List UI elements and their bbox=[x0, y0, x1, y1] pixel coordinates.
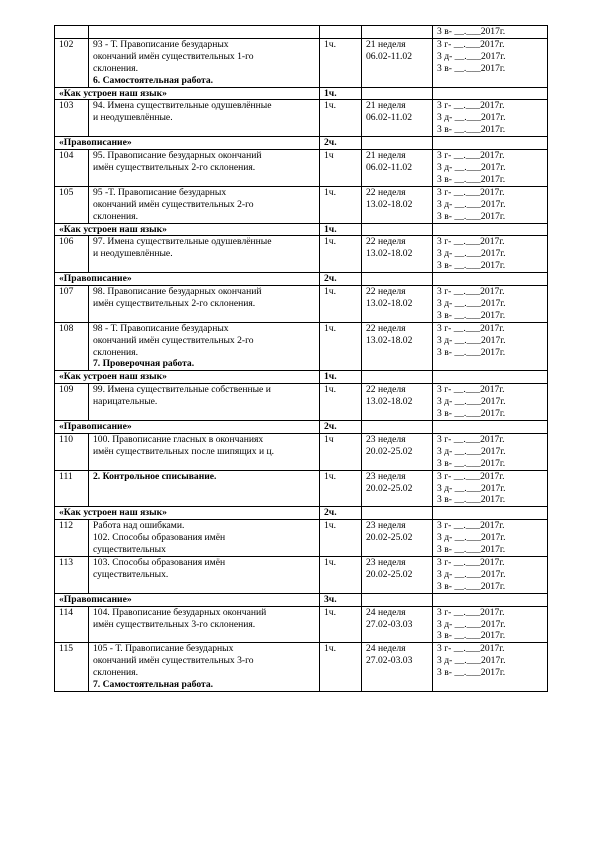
week-cell bbox=[362, 593, 433, 606]
lesson-number: 115 bbox=[55, 643, 89, 692]
lesson-hours: 1ч. bbox=[320, 322, 362, 371]
week-number: 23 неделя bbox=[366, 470, 406, 482]
section-title-cell: «Правописание» bbox=[55, 273, 320, 286]
lesson-hours: 1ч. bbox=[320, 100, 362, 137]
section-row bbox=[55, 421, 548, 434]
lesson-row bbox=[55, 643, 548, 692]
lesson-hours: 1ч. bbox=[320, 606, 362, 643]
lesson-topic bbox=[89, 520, 320, 557]
class-date-line: 3 в- __.___2017г. bbox=[437, 544, 506, 556]
section-row bbox=[55, 223, 548, 236]
week-number: 22 неделя bbox=[366, 186, 406, 198]
dates-cell bbox=[433, 38, 548, 87]
lesson-number: 112 bbox=[55, 520, 89, 557]
week-cell bbox=[362, 371, 433, 384]
class-date-line: 3 д- __.___2017г. bbox=[437, 198, 506, 210]
topic-line: 97. Имена существительные одушевлённые bbox=[93, 236, 272, 248]
lesson-number: 107 bbox=[55, 286, 89, 323]
class-date-line: 3 г- __.___2017г. bbox=[437, 100, 505, 112]
dates-cell bbox=[433, 520, 548, 557]
lesson-topic bbox=[89, 384, 320, 421]
class-date-line: 3 д- __.___2017г. bbox=[437, 482, 506, 494]
lesson-number: 104 bbox=[55, 150, 89, 187]
week-date-range: 13.02-18.02 bbox=[366, 198, 413, 210]
dates-cell bbox=[433, 384, 548, 421]
lesson-number: 110 bbox=[55, 433, 89, 470]
class-date-line: 3 д- __.___2017г. bbox=[437, 655, 506, 667]
class-date-line: 3 д- __.___2017г. bbox=[437, 396, 506, 408]
lesson-number: 105 bbox=[55, 186, 89, 223]
lesson-plan-body bbox=[55, 26, 548, 692]
week-date-range: 06.02-11.02 bbox=[366, 50, 413, 62]
topic-line: 95 -Т. Правописание безударных bbox=[93, 186, 227, 198]
class-date-line: 3 г- __.___2017г. bbox=[437, 186, 505, 198]
section-row bbox=[55, 137, 548, 150]
week-cell bbox=[362, 384, 433, 421]
lesson-row bbox=[55, 520, 548, 557]
week-number: 24 неделя bbox=[366, 643, 406, 655]
week-date-range: 06.02-11.02 bbox=[366, 112, 413, 124]
topic-line: имён существительных 2-го склонения. bbox=[93, 161, 256, 173]
lesson-topic bbox=[89, 433, 320, 470]
week-cell bbox=[362, 520, 433, 557]
class-date-line: 3 в- __.___2017г. bbox=[437, 124, 506, 136]
class-date-line: 3 в- __.___2017г. bbox=[437, 173, 506, 185]
topic-assessment: 7. Проверочная работа. bbox=[93, 358, 195, 370]
lesson-row bbox=[55, 322, 548, 371]
week-cell bbox=[362, 507, 433, 520]
dates-cell bbox=[433, 87, 548, 100]
section-hours-cell: 3ч. bbox=[320, 593, 362, 606]
dates-cell bbox=[433, 26, 548, 39]
dates-cell bbox=[433, 643, 548, 692]
dates-cell bbox=[433, 286, 548, 323]
section-title-cell: «Как устроен наш язык» bbox=[55, 371, 320, 384]
dates-cell bbox=[433, 236, 548, 273]
week-cell bbox=[362, 186, 433, 223]
class-date-line: 3 г- __.___2017г. bbox=[437, 286, 505, 298]
topic-line: нарицательные. bbox=[93, 396, 158, 408]
week-cell bbox=[362, 87, 433, 100]
lesson-topic bbox=[89, 322, 320, 371]
section-hours-cell: 1ч. bbox=[320, 371, 362, 384]
week-number: 21 неделя bbox=[366, 38, 406, 50]
dates-cell bbox=[433, 470, 548, 507]
topic-line: 95. Правописание безударных окончаний bbox=[93, 150, 262, 162]
class-date-line: 3 г- __.___2017г. bbox=[437, 322, 505, 334]
dates-cell bbox=[433, 606, 548, 643]
topic-line: Работа над ошибками. bbox=[93, 520, 185, 532]
class-date-line: 3 в- __.___2017г. bbox=[437, 494, 506, 506]
week-date-range: 20.02-25.02 bbox=[366, 482, 413, 494]
dates-cell bbox=[433, 593, 548, 606]
class-date-line: 3 г- __.___2017г. bbox=[437, 520, 505, 532]
week-number: 23 неделя bbox=[366, 556, 406, 568]
class-date-line: 3 в- __.___2017г. bbox=[437, 630, 506, 642]
lesson-topic bbox=[89, 606, 320, 643]
class-date-line: 3 д- __.___2017г. bbox=[437, 297, 506, 309]
week-cell bbox=[362, 100, 433, 137]
class-date-line: 3 в- __.___2017г. bbox=[437, 62, 506, 74]
topic-line: окончаний имён существительных 3-го bbox=[93, 655, 254, 667]
week-date-range: 13.02-18.02 bbox=[366, 297, 413, 309]
lesson-number: 109 bbox=[55, 384, 89, 421]
lesson-topic bbox=[89, 643, 320, 692]
dates-cell bbox=[433, 150, 548, 187]
week-date-range: 20.02-25.02 bbox=[366, 532, 413, 544]
class-date-line: 3 в- __.___2017г. bbox=[437, 457, 506, 469]
lesson-number: 106 bbox=[55, 236, 89, 273]
topic-line: и неодушевлённые. bbox=[93, 248, 173, 260]
week-date-range: 13.02-18.02 bbox=[366, 334, 413, 346]
class-date-line: 3 г- __.___2017г. bbox=[437, 643, 505, 655]
topic-line: склонения. bbox=[93, 62, 138, 74]
topic-line: окончаний имён существительных 2-го bbox=[93, 198, 254, 210]
week-date-range: 06.02-11.02 bbox=[366, 161, 413, 173]
class-date-line: 3 г- __.___2017г. bbox=[437, 38, 505, 50]
class-date-line: 3 г- __.___2017г. bbox=[437, 384, 505, 396]
class-date-line: 3 в- __.___2017г. bbox=[437, 260, 506, 272]
section-title-cell: «Правописание» bbox=[55, 421, 320, 434]
lesson-topic bbox=[89, 38, 320, 87]
week-cell bbox=[362, 236, 433, 273]
dates-cell bbox=[433, 322, 548, 371]
topic-line: 93 - Т. Правописание безударных bbox=[93, 38, 229, 50]
lesson-hours: 1ч. bbox=[320, 186, 362, 223]
week-cell bbox=[362, 273, 433, 286]
dates-cell bbox=[433, 137, 548, 150]
topic-line: имён существительных после шипящих и ц. bbox=[93, 445, 275, 457]
week-date-range: 27.02-03.03 bbox=[366, 655, 413, 667]
section-row bbox=[55, 593, 548, 606]
week-date-range: 20.02-25.02 bbox=[366, 445, 413, 457]
topic-line: склонения. bbox=[93, 210, 138, 222]
class-date-line: 3 в- __.___2017г. bbox=[437, 309, 506, 321]
lesson-row bbox=[55, 38, 548, 87]
dates-cell bbox=[433, 371, 548, 384]
lesson-row bbox=[55, 286, 548, 323]
week-number: 23 неделя bbox=[366, 433, 406, 445]
class-date-line: 3 д- __.___2017г. bbox=[437, 568, 506, 580]
week-date-range: 13.02-18.02 bbox=[366, 396, 413, 408]
week-cell bbox=[362, 26, 433, 39]
lesson-hours: 1ч. bbox=[320, 643, 362, 692]
week-number: 23 неделя bbox=[366, 520, 406, 532]
class-date-line: 3 в- __.___2017г. bbox=[437, 408, 506, 420]
week-number: 22 неделя bbox=[366, 236, 406, 248]
topic-assessment: 2. Контрольное списывание. bbox=[93, 470, 217, 482]
week-cell bbox=[362, 286, 433, 323]
topic-line: окончаний имён существительных 2-го bbox=[93, 334, 254, 346]
lesson-number: 103 bbox=[55, 100, 89, 137]
class-date-line: 3 г- __.___2017г. bbox=[437, 556, 505, 568]
class-date-line: 3 д- __.___2017г. bbox=[437, 618, 506, 630]
lesson-hours: 1ч bbox=[320, 433, 362, 470]
class-date-line: 3 г- __.___2017г. bbox=[437, 433, 505, 445]
class-date-line: 3 д- __.___2017г. bbox=[437, 248, 506, 260]
topic-assessment: 7. Самостоятельная работа. bbox=[93, 679, 214, 691]
topic-line: 105 - Т. Правописание безударных bbox=[93, 643, 234, 655]
week-date-range: 13.02-18.02 bbox=[366, 248, 413, 260]
dates-cell bbox=[433, 556, 548, 593]
dates-cell bbox=[433, 273, 548, 286]
class-date-line: 3 д- __.___2017г. bbox=[437, 445, 506, 457]
lesson-hours: 1ч. bbox=[320, 470, 362, 507]
section-hours-cell: 2ч. bbox=[320, 137, 362, 150]
topic-line: 94. Имена существительные одушевлённые bbox=[93, 100, 272, 112]
lesson-topic bbox=[89, 556, 320, 593]
topic-assessment: 6. Самостоятельная работа. bbox=[93, 74, 214, 86]
week-cell bbox=[362, 150, 433, 187]
class-date-line: 3 д- __.___2017г. bbox=[437, 112, 506, 124]
lesson-number: 113 bbox=[55, 556, 89, 593]
topic-cell bbox=[89, 26, 320, 39]
class-date-line: 3 в- __.___2017г. bbox=[437, 26, 506, 37]
class-date-line: 3 д- __.___2017г. bbox=[437, 161, 506, 173]
week-number: 21 неделя bbox=[366, 150, 406, 162]
dates-cell bbox=[433, 507, 548, 520]
lesson-number: 114 bbox=[55, 606, 89, 643]
section-row bbox=[55, 273, 548, 286]
week-cell bbox=[362, 137, 433, 150]
class-date-line: 3 в- __.___2017г. bbox=[437, 580, 506, 592]
class-date-line: 3 д- __.___2017г. bbox=[437, 50, 506, 62]
topic-line: и неодушевлённые. bbox=[93, 112, 173, 124]
section-hours-cell: 1ч. bbox=[320, 87, 362, 100]
topic-line: 104. Правописание безударных окончаний bbox=[93, 606, 267, 618]
hours-cell bbox=[320, 26, 362, 39]
section-title-cell: «Как устроен наш язык» bbox=[55, 87, 320, 100]
dates-cell bbox=[433, 433, 548, 470]
lesson-topic bbox=[89, 236, 320, 273]
week-number: 22 неделя bbox=[366, 286, 406, 298]
lesson-row bbox=[55, 470, 548, 507]
dates-cell bbox=[433, 186, 548, 223]
week-cell bbox=[362, 556, 433, 593]
class-date-line: 3 г- __.___2017г. bbox=[437, 150, 505, 162]
lesson-plan-table bbox=[54, 25, 548, 692]
week-number: 22 неделя bbox=[366, 322, 406, 334]
week-number: 21 неделя bbox=[366, 100, 406, 112]
topic-line: склонения. bbox=[93, 346, 138, 358]
lesson-hours: 1ч. bbox=[320, 236, 362, 273]
lesson-row bbox=[55, 186, 548, 223]
class-date-line: 3 г- __.___2017г. bbox=[437, 606, 505, 618]
lesson-number: 111 bbox=[55, 470, 89, 507]
topic-line: 100. Правописание гласных в окончаниях bbox=[93, 433, 264, 445]
lesson-topic bbox=[89, 286, 320, 323]
topic-line: существительных. bbox=[93, 568, 169, 580]
week-date-range: 27.02-03.03 bbox=[366, 618, 413, 630]
topic-line: окончаний имён существительных 1-го bbox=[93, 50, 254, 62]
lesson-hours: 1ч. bbox=[320, 520, 362, 557]
dates-cell bbox=[433, 223, 548, 236]
lesson-row bbox=[55, 100, 548, 137]
topic-line: имён существительных 3-го склонения. bbox=[93, 618, 256, 630]
week-date-range: 20.02-25.02 bbox=[366, 568, 413, 580]
week-cell bbox=[362, 470, 433, 507]
lesson-topic bbox=[89, 150, 320, 187]
dates-cell bbox=[433, 421, 548, 434]
topic-line: существительных bbox=[93, 544, 166, 556]
class-date-line: 3 в- __.___2017г. bbox=[437, 210, 506, 222]
lesson-hours: 1ч. bbox=[320, 286, 362, 323]
section-title-cell: «Правописание» bbox=[55, 593, 320, 606]
week-cell bbox=[362, 433, 433, 470]
lesson-hours: 1ч. bbox=[320, 38, 362, 87]
section-row bbox=[55, 507, 548, 520]
lesson-row bbox=[55, 384, 548, 421]
section-title-cell: «Как устроен наш язык» bbox=[55, 507, 320, 520]
topic-line: 99. Имена существительные собственные и bbox=[93, 384, 271, 396]
class-date-line: 3 д- __.___2017г. bbox=[437, 532, 506, 544]
lesson-row bbox=[55, 150, 548, 187]
section-hours-cell: 2ч. bbox=[320, 507, 362, 520]
class-date-line: 3 г- __.___2017г. bbox=[437, 470, 505, 482]
section-title-cell: «Правописание» bbox=[55, 137, 320, 150]
week-cell bbox=[362, 38, 433, 87]
lesson-topic bbox=[89, 100, 320, 137]
num-cell bbox=[55, 26, 89, 39]
class-date-line: 3 г- __.___2017г. bbox=[437, 236, 505, 248]
lesson-number: 108 bbox=[55, 322, 89, 371]
lesson-hours: 1ч. bbox=[320, 384, 362, 421]
topic-line: 102. Способы образования имён bbox=[93, 532, 226, 544]
week-number: 24 неделя bbox=[366, 606, 406, 618]
dates-cell bbox=[433, 100, 548, 137]
section-hours-cell: 2ч. bbox=[320, 421, 362, 434]
topic-line: 103. Способы образования имён bbox=[93, 556, 226, 568]
lesson-number: 102 bbox=[55, 38, 89, 87]
class-date-line: 3 д- __.___2017г. bbox=[437, 334, 506, 346]
lesson-hours: 1ч bbox=[320, 150, 362, 187]
lesson-row bbox=[55, 606, 548, 643]
section-row bbox=[55, 371, 548, 384]
class-date-line: 3 в- __.___2017г. bbox=[437, 346, 506, 358]
lesson-row bbox=[55, 236, 548, 273]
topic-line: 98. Правописание безударных окончаний bbox=[93, 286, 262, 298]
week-cell bbox=[362, 643, 433, 692]
class-date-line: 3 в- __.___2017г. bbox=[437, 667, 506, 679]
week-cell bbox=[362, 606, 433, 643]
lesson-topic bbox=[89, 186, 320, 223]
topic-line: склонения. bbox=[93, 667, 138, 679]
lesson-topic bbox=[89, 470, 320, 507]
week-number: 22 неделя bbox=[366, 384, 406, 396]
section-title-cell: «Как устроен наш язык» bbox=[55, 223, 320, 236]
topic-line: имён существительных 2-го склонения. bbox=[93, 297, 256, 309]
section-hours-cell: 2ч. bbox=[320, 273, 362, 286]
week-cell bbox=[362, 421, 433, 434]
lesson-row bbox=[55, 556, 548, 593]
top-continuation-row bbox=[55, 26, 548, 39]
topic-line: 98 - Т. Правописание безударных bbox=[93, 322, 229, 334]
week-cell bbox=[362, 322, 433, 371]
week-cell bbox=[362, 223, 433, 236]
lesson-hours: 1ч. bbox=[320, 556, 362, 593]
section-hours-cell: 1ч. bbox=[320, 223, 362, 236]
section-row bbox=[55, 87, 548, 100]
lesson-row bbox=[55, 433, 548, 470]
